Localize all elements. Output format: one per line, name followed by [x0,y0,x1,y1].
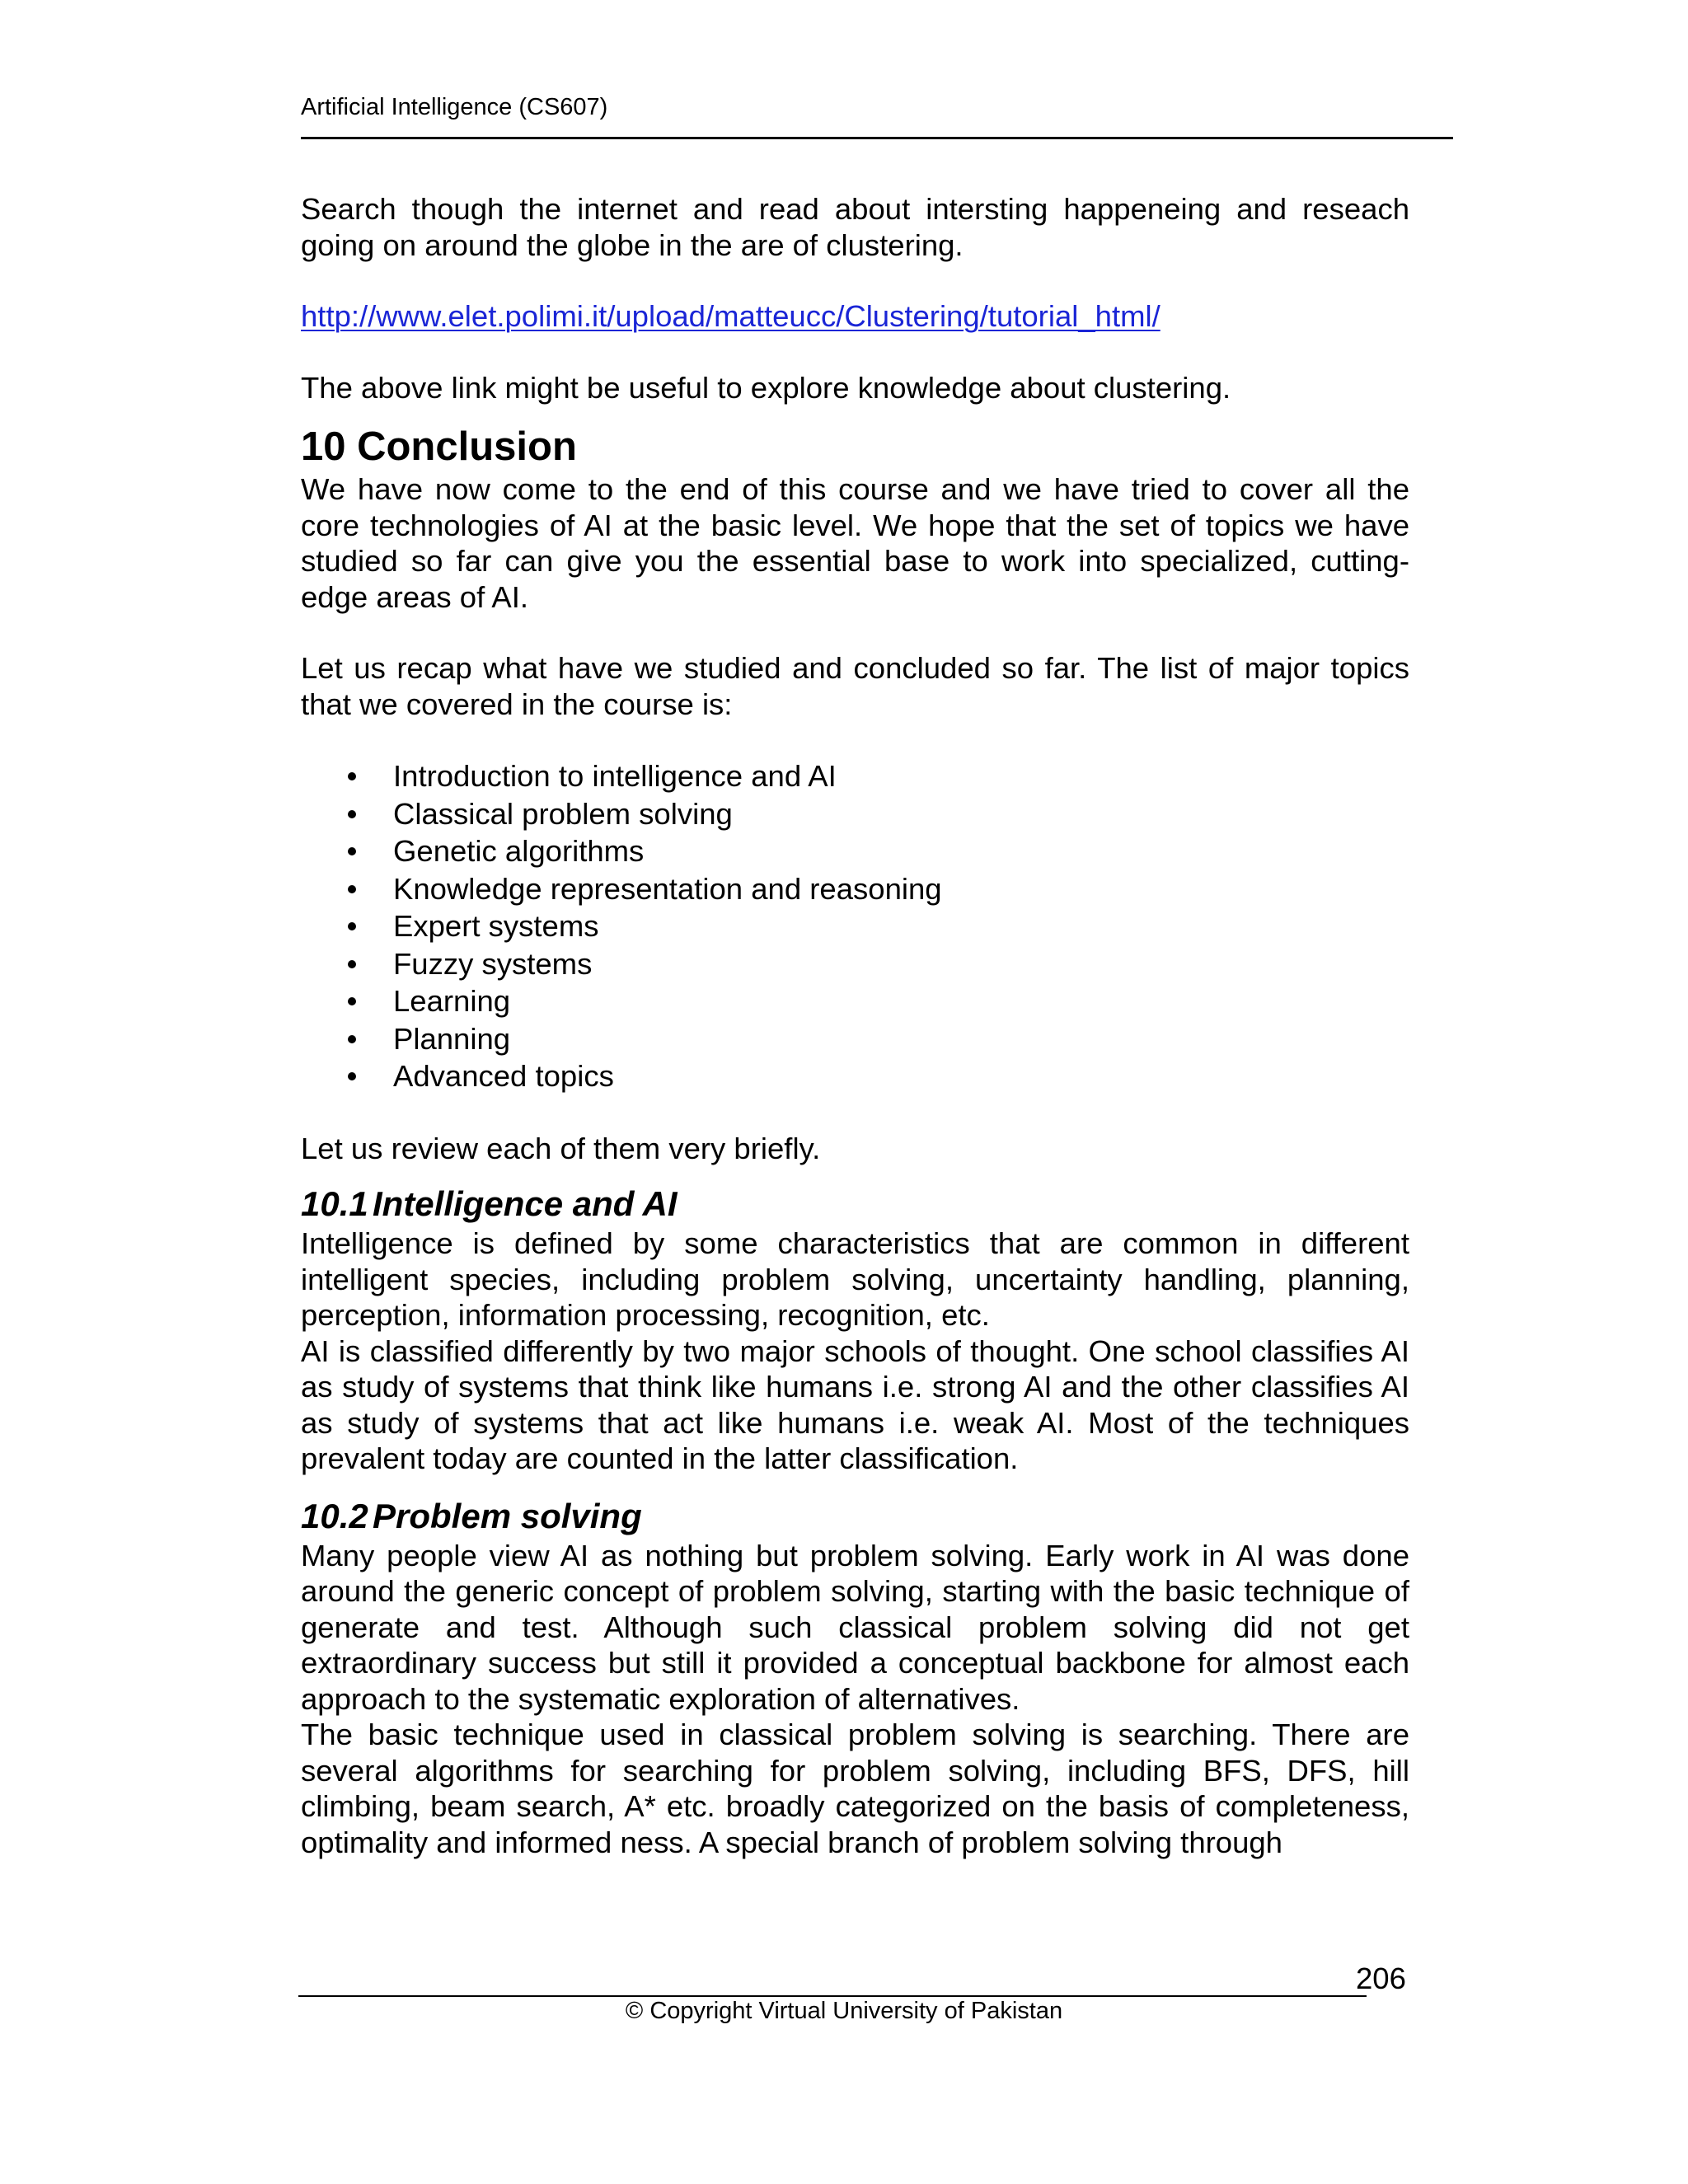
list-item-label: Planning [393,1021,511,1056]
copyright-text: Copyright Virtual University of Pakistan [649,1998,1063,2024]
copyright-icon: © [625,1998,644,2024]
spacer [301,1095,1409,1131]
review-sentence: Let us review each of them very briefly. [301,1131,821,1165]
bullet-icon [348,997,356,1005]
list-item [301,1057,1409,1095]
spacer [301,405,1409,422]
section-number: 10.1 [301,1184,368,1223]
list-item [301,757,1409,795]
list-item-label: Learning [393,984,511,1018]
page-content [301,191,1409,1860]
list-item-label: Advanced topics [393,1059,614,1093]
topic-list [301,757,1409,1095]
bullet-icon [348,1072,356,1080]
list-item-label: Classical problem solving [393,796,733,831]
list-item-label: Expert systems [393,909,599,943]
spacer [301,335,1409,370]
conclusion-paragraph-1: We have now come to the end of this course and we have tried to cover all the core technologies of AI at the basic level. We hope that the set of topics we have studied so far can give you the essential base to work into specialized, cutting-edge areas of AI. [301,472,1409,614]
bullet-icon [348,960,356,968]
list-item-label: Genetic algorithms [393,834,645,868]
section-10-1-paragraph-2: AI is classified differently by two major schools of thought. One school classifies AI as study of systems that think like humans i.e. strong AI and the other classifies AI as study of systems that act like humans i.e. weak AI. Most of the techniques prevalent today are counted in the latter classification. [301,1333,1409,1475]
section-10-2-paragraph-1: Many people view AI as nothing but problem solving. Early work in AI was done around the generic concept of problem solving, starting with the basic technique of generate and test. Although such classical problem solving did not get extraordinary success but still it provided a conceptual backbone for almost each approach to the systematic exploration of alternatives. [301,1538,1409,1716]
section-10-1-paragraph-1: Intelligence is defined by some characteristics that are common in different intelligent species, including problem solving, uncertainty handling, planning, perception, information processing, recognition, etc. [301,1226,1409,1332]
list-item [301,1020,1409,1058]
bullet-icon [348,885,356,893]
spacer [301,1166,1409,1183]
conclusion-paragraph-2: Let us recap what have we studied and concluded so far. The list of major topics that we covered in the course is: [301,651,1409,721]
bullet-icon [348,772,356,780]
section-number: 10.2 [301,1496,368,1535]
page-number: 206 [1356,1961,1406,1995]
list-item [301,870,1409,908]
intro-paragraph: Search though the internet and read about intersting happeneing and reseach going on around the globe in the are of clustering. [301,192,1409,262]
spacer [301,615,1409,650]
list-item [301,982,1409,1020]
section-10-1-heading [301,1183,1409,1226]
bullet-icon [348,810,356,818]
section-title: Intelligence and AI [373,1184,678,1223]
conclusion-heading: 10 Conclusion [301,424,577,469]
list-item [301,945,1409,983]
spacer [301,1477,1409,1495]
list-item-label: Fuzzy systems [393,946,593,981]
spacer [301,263,1409,298]
link-note: The above link might be useful to explore knowledge about clustering. [301,370,1231,405]
footer-copyright [0,1996,1688,2026]
list-item [301,795,1409,833]
section-10-2-heading [301,1495,1409,1538]
running-header: Artificial Intelligence (CS607) [301,94,608,120]
clustering-tutorial-link[interactable]: http://www.elet.polimi.it/upload/matteucc/Clustering/tutorial_html/ [301,299,1160,333]
section-10-2-paragraph-2: The basic technique used in classical problem solving is searching. There are several algorithms for searching for problem solving, including BFS, DFS, hill climbing, beam search, A* etc. broadly categorized on the basis of completeness, optimality and informed ness. A special branch of problem solving through [301,1718,1409,1859]
header-rule [301,137,1453,139]
list-item-label: Knowledge representation and reasoning [393,871,942,906]
spacer [301,722,1409,757]
bullet-icon [348,922,356,930]
list-item [301,907,1409,945]
section-title: Problem solving [373,1496,642,1535]
list-item [301,832,1409,870]
list-item-label: Introduction to intelligence and AI [393,759,837,793]
bullet-icon [348,1035,356,1043]
bullet-icon [348,847,356,855]
